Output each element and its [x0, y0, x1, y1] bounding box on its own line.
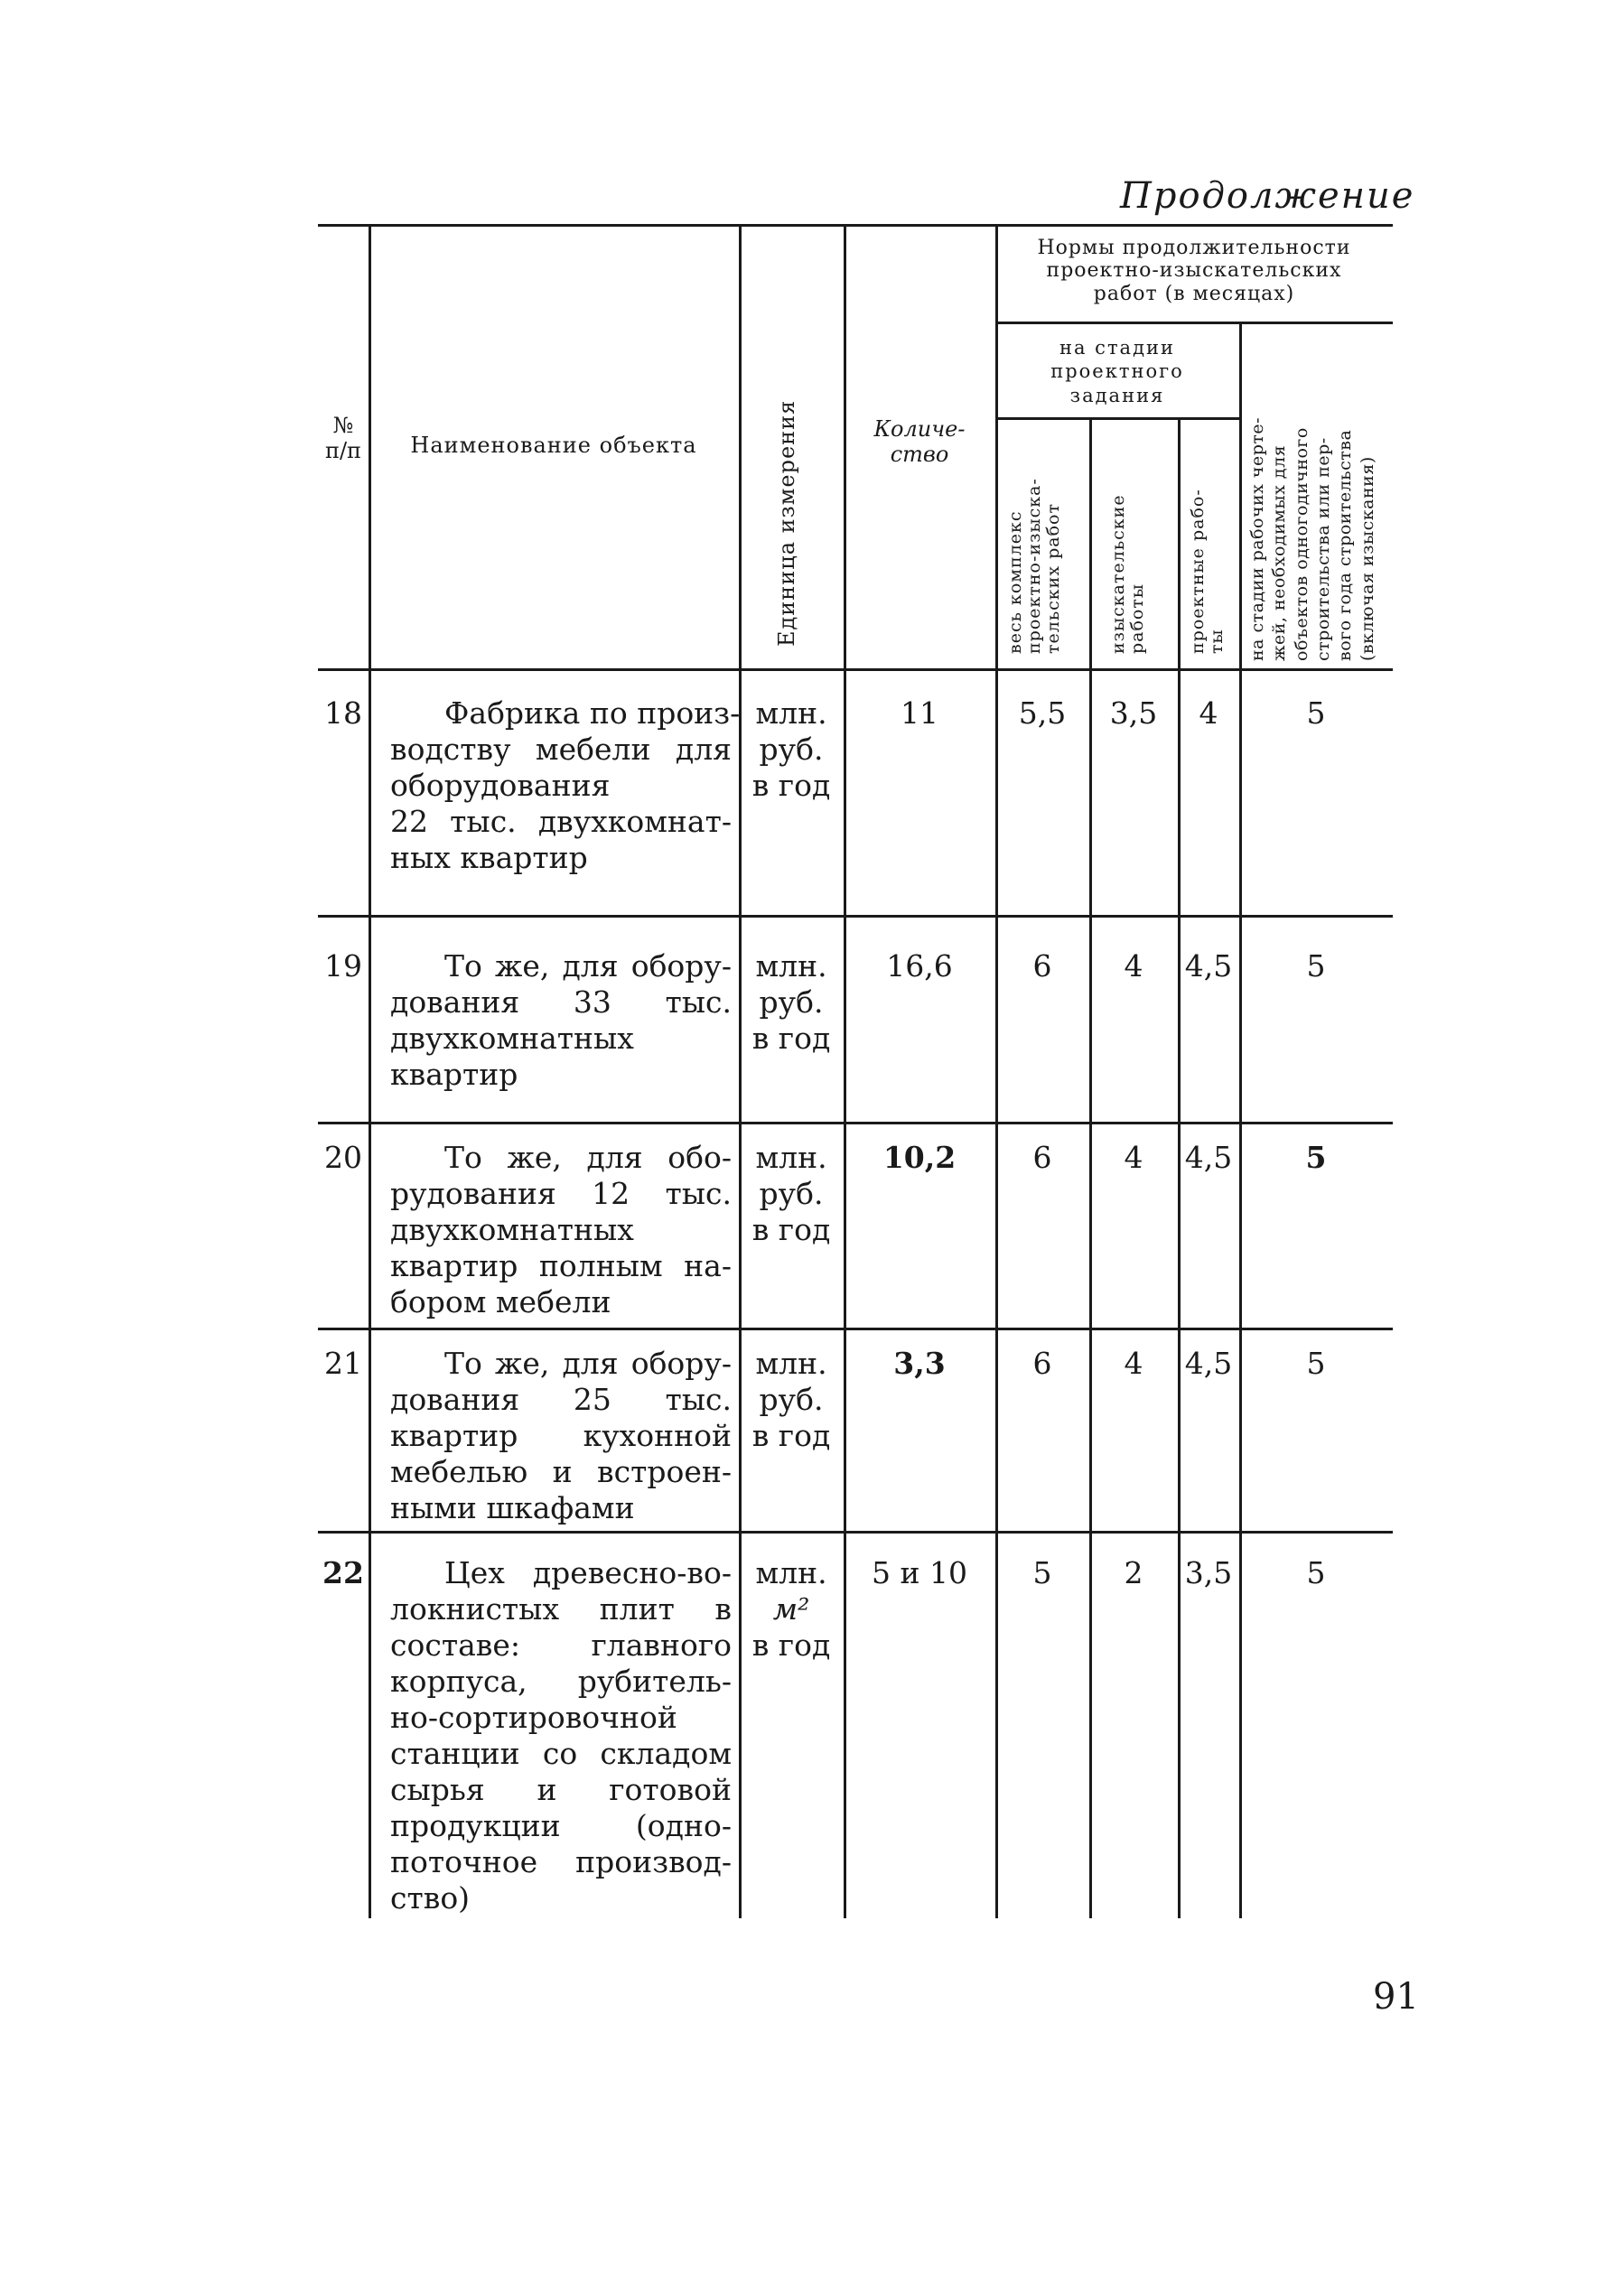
quantity: 10,2: [882, 1140, 957, 1175]
unit: млн. руб. в год: [751, 948, 831, 1056]
continuation-label: Продолжение: [1120, 175, 1415, 217]
full-complex-value: 5,5: [1018, 695, 1067, 731]
design-value: 3,5: [1184, 1555, 1233, 1590]
working-drawings-value: 5: [1306, 948, 1326, 984]
header-no: № п/п: [324, 413, 362, 463]
header-design: проектные рабо- ты: [1188, 489, 1227, 654]
col-rule: [1239, 322, 1242, 1918]
survey-value: 4: [1124, 948, 1143, 984]
working-drawings-value: 5: [1306, 695, 1326, 731]
col-rule: [995, 224, 998, 1918]
table-top-rule: [318, 224, 1393, 227]
row-number: 21: [324, 1346, 362, 1381]
full-complex-value: 6: [1032, 1346, 1052, 1381]
survey-value: 4: [1124, 1140, 1143, 1175]
row-divider: [318, 915, 1393, 918]
quantity: 11: [901, 695, 938, 731]
norms-header-rule: [995, 322, 1393, 324]
row-number: 20: [324, 1140, 362, 1175]
full-complex-value: 6: [1032, 948, 1052, 984]
object-name: То же, для обору- дования 33 тыс. двухкомнатных квартир: [390, 948, 732, 1092]
design-value: 4,5: [1184, 1140, 1233, 1175]
header-bottom-rule: [318, 668, 1393, 671]
header-name: Наименование объекта: [410, 433, 697, 458]
unit: млн. руб. в год: [751, 1346, 831, 1453]
col-rule: [844, 224, 846, 1918]
header-quantity: Количе- ство: [873, 416, 966, 467]
survey-value: 3,5: [1109, 695, 1158, 731]
survey-value: 2: [1124, 1555, 1143, 1590]
row-number: 22: [322, 1555, 364, 1590]
unit: млн. м² в год: [751, 1555, 831, 1663]
row-number: 19: [324, 948, 362, 984]
row-number: 18: [324, 695, 362, 731]
header-working-drawings: на стадии рабочих черте- жей, необходимых для объектов одногодичного строительства или пер- вого года строительства (включая изыскания): [1247, 416, 1377, 661]
quantity: 5 и 10: [872, 1555, 967, 1590]
header-full-complex: весь комплекс проектно-изыска- тельских работ: [1005, 478, 1063, 654]
working-drawings-value: 5: [1305, 1140, 1327, 1175]
quantity: 3,3: [893, 1346, 946, 1381]
object-name: Фабрика по произ- водству мебели для оборудования 22 тыс. двухкомнат- ных квартир: [390, 695, 741, 875]
header-project-stage: на стадии проектного задания: [1050, 337, 1184, 406]
page-number: 91: [1373, 1976, 1419, 2018]
design-value: 4: [1199, 695, 1218, 731]
row-divider: [318, 1328, 1393, 1330]
full-complex-value: 5: [1032, 1555, 1052, 1590]
design-value: 4,5: [1184, 1346, 1233, 1381]
working-drawings-value: 5: [1306, 1555, 1326, 1590]
col-rule: [739, 224, 742, 1918]
object-name: Цех древесно-во- локнистых плит в составе: главного корпуса, рубитель- но-сортировочной станции со складом сырья и готовой продукции (одно- поточное производ- ство): [390, 1555, 732, 1916]
survey-value: 4: [1124, 1346, 1143, 1381]
row-divider: [318, 1122, 1393, 1124]
object-name: То же, для обору- дования 25 тыс. квартир кухонной мебелью и встроен- ными шкафами: [390, 1346, 732, 1525]
project-stage-rule: [995, 417, 1239, 420]
unit: млн. руб. в год: [751, 695, 831, 803]
col-rule: [369, 224, 371, 1918]
header-norms: Нормы продолжительности проектно-изыскательских работ (в месяцах): [1037, 237, 1351, 305]
working-drawings-value: 5: [1306, 1346, 1326, 1381]
header-survey: изыскательские работы: [1108, 494, 1147, 654]
full-complex-value: 6: [1032, 1140, 1052, 1175]
unit: млн. руб. в год: [751, 1140, 831, 1247]
quantity: 16,6: [886, 948, 953, 984]
design-value: 4,5: [1184, 948, 1233, 984]
object-name: То же, для обо- рудования 12 тыс. двухкомнатных квартир полным на- бором мебели: [390, 1140, 732, 1319]
row-divider: [318, 1531, 1393, 1534]
header-unit: Единица измерения: [774, 399, 799, 647]
